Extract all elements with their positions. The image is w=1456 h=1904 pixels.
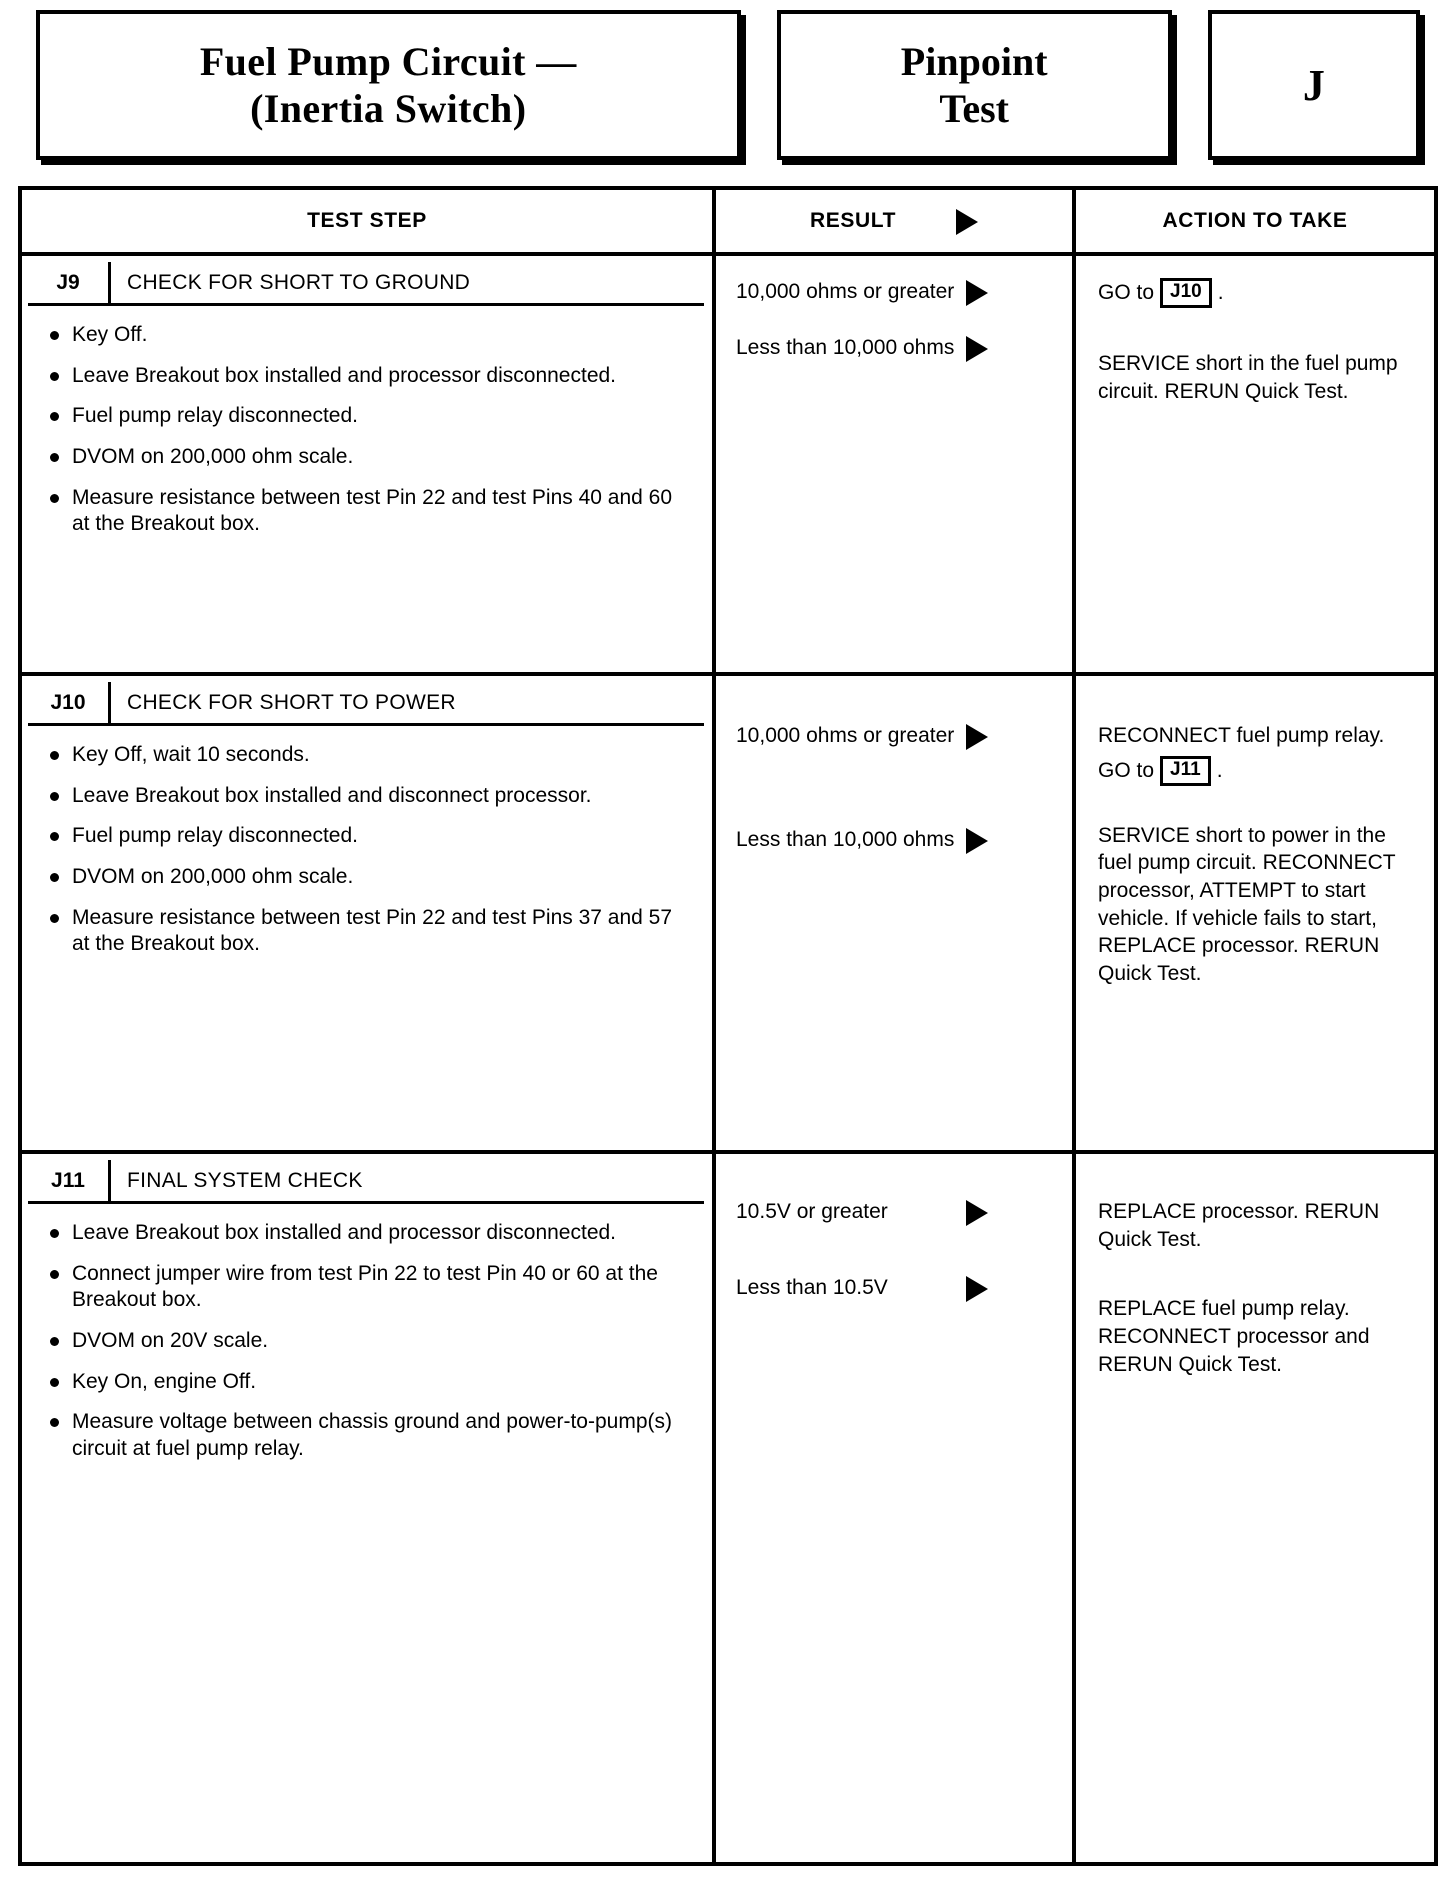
column-header-action: ACTION TO TAKE (1072, 190, 1434, 252)
step-reference[interactable]: J10 (1160, 278, 1212, 308)
goto-line (1098, 756, 1422, 786)
header-title-text (200, 38, 577, 132)
step-instruction-list (22, 322, 712, 538)
result-text: 10.5V or greater (736, 1200, 888, 1223)
action-text: SERVICE short to power in the fuel pump circuit. RECONNECT processor, ATTEMPT to start vehicle. If vehicle fails to start, REPLACE processor. RERUN Quick Test. (1098, 823, 1396, 986)
list-item: Measure resistance between test Pin 22 and test Pins 40 and 60 at the Breakout box. (44, 485, 694, 538)
result-text: Less than 10,000 ohms (736, 828, 955, 851)
action-cell (1072, 676, 1434, 1150)
list-item: Measure resistance between test Pin 22 and test Pins 37 and 57 at the Breakout box. (44, 905, 694, 958)
list-item: Fuel pump relay disconnected. (44, 823, 694, 850)
action-entry (1098, 350, 1422, 405)
step-title: CHECK FOR SHORT TO GROUND (127, 270, 471, 294)
goto-suffix: . (1217, 281, 1224, 305)
arrow-right-icon (966, 724, 988, 750)
table-row (22, 676, 1434, 1154)
arrow-right-icon (966, 1276, 988, 1302)
test-step-cell (22, 676, 712, 1150)
list-item: Key Off. (44, 322, 694, 349)
header-pinpoint-line1: Pinpoint (900, 38, 1048, 84)
test-step-cell (22, 1154, 712, 1862)
header-pinpoint-test-box (777, 10, 1172, 160)
header-title-line2: (Inertia Switch) (250, 86, 527, 131)
column-header-result (712, 190, 1072, 252)
list-item: Key Off, wait 10 seconds. (44, 742, 694, 769)
result-entry (736, 1198, 1058, 1226)
list-item: Fuel pump relay disconnected. (44, 403, 694, 430)
action-text: RECONNECT fuel pump relay. (1098, 724, 1385, 747)
result-entry (736, 826, 1058, 854)
action-text: REPLACE processor. RERUN Quick Test. (1098, 1200, 1380, 1251)
arrow-right-icon (966, 280, 988, 306)
step-header (28, 682, 704, 726)
test-step-cell (22, 256, 712, 672)
result-cell (712, 676, 1072, 1150)
goto-prefix: GO to (1098, 281, 1155, 305)
step-header (28, 1160, 704, 1204)
arrow-right-icon (966, 828, 988, 854)
table-body (22, 256, 1434, 1862)
goto-line (1098, 278, 1422, 308)
result-entry (736, 278, 1058, 306)
result-cell (712, 256, 1072, 672)
result-text: Less than 10.5V (736, 1276, 888, 1299)
result-entry (736, 722, 1058, 750)
result-text: 10,000 ohms or greater (736, 280, 955, 303)
table-row (22, 1154, 1434, 1862)
pinpoint-test-table (18, 186, 1438, 1866)
list-item: DVOM on 200,000 ohm scale. (44, 444, 694, 471)
step-header (28, 262, 704, 306)
action-entry (1098, 1198, 1422, 1253)
goto-prefix: GO to (1098, 758, 1155, 782)
header-title-box (36, 10, 741, 160)
action-text: REPLACE fuel pump relay. RECONNECT processor and RERUN Quick Test. (1098, 1297, 1370, 1376)
step-instruction-list (22, 1220, 712, 1463)
list-item: Leave Breakout box installed and processor disconnected. (44, 1220, 694, 1247)
arrow-right-icon (966, 1200, 988, 1226)
step-id: J11 (28, 1160, 111, 1201)
action-entry (1098, 722, 1422, 786)
list-item: DVOM on 20V scale. (44, 1328, 694, 1355)
header-letter-box (1208, 10, 1420, 160)
step-title: FINAL SYSTEM CHECK (127, 1168, 363, 1192)
action-cell (1072, 256, 1434, 672)
action-entry (1098, 822, 1422, 988)
step-title: CHECK FOR SHORT TO POWER (127, 690, 456, 714)
arrow-right-icon (966, 336, 988, 362)
header-letter-text: J (1302, 60, 1325, 110)
list-item: Leave Breakout box installed and disconnect processor. (44, 783, 694, 810)
result-text: Less than 10,000 ohms (736, 336, 955, 359)
list-item: Key On, engine Off. (44, 1369, 694, 1396)
step-id: J10 (28, 682, 111, 723)
list-item: DVOM on 200,000 ohm scale. (44, 864, 694, 891)
step-id: J9 (28, 262, 111, 303)
list-item: Measure voltage between chassis ground and power-to-pump(s) circuit at fuel pump relay. (44, 1409, 694, 1462)
step-instruction-list (22, 742, 712, 958)
action-entry (1098, 1295, 1422, 1378)
action-text: SERVICE short in the fuel pump circuit. RERUN Quick Test. (1098, 351, 1398, 403)
header-pinpoint-line2: Test (939, 86, 1009, 131)
table-row (22, 256, 1434, 676)
header-pinpoint-test-text (901, 38, 1048, 132)
action-entry (1098, 278, 1422, 308)
action-cell (1072, 1154, 1434, 1862)
header-title-line1: Fuel Pump Circuit — (199, 38, 577, 84)
result-entry (736, 1274, 1058, 1302)
arrow-right-icon (956, 209, 978, 235)
column-header-test-step: TEST STEP (307, 209, 427, 232)
result-cell (712, 1154, 1072, 1862)
step-reference[interactable]: J11 (1160, 756, 1211, 786)
goto-suffix: . (1216, 758, 1223, 782)
result-text: 10,000 ohms or greater (736, 724, 955, 747)
column-header-result-label: RESULT (809, 209, 897, 232)
page-header (18, 10, 1438, 160)
result-entry (736, 334, 1058, 362)
list-item: Connect jumper wire from test Pin 22 to test Pin 40 or 60 at the Breakout box. (44, 1261, 694, 1314)
list-item: Leave Breakout box installed and processor disconnected. (44, 363, 694, 390)
table-header-row (22, 190, 1434, 256)
